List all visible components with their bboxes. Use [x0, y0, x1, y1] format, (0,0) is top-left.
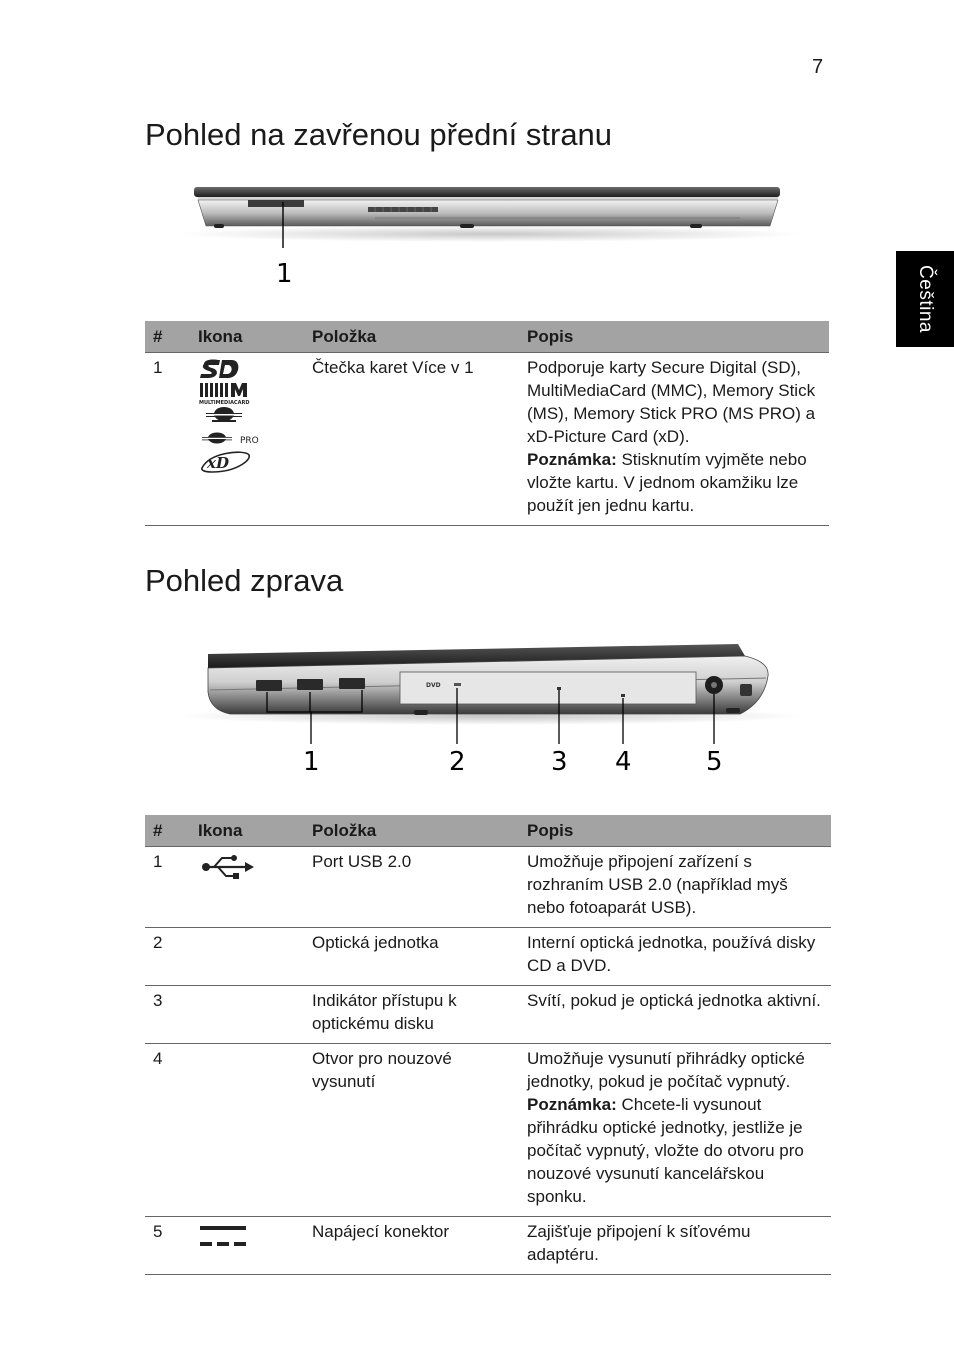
note-text: Chcete-li vysunout přihrádku optické jednotky, jestliže je počítač vypnutý, vložte do otvoru pro nouzové vysunutí kancelářskou sponku.: [527, 1095, 804, 1206]
row-icon: [190, 928, 304, 986]
table-header-row: [145, 321, 829, 353]
header-icon: Ikona: [190, 815, 304, 847]
header-icon: Ikona: [190, 321, 304, 353]
ms-pro-logo-text: PRO: [240, 436, 259, 446]
row-desc: Svítí, pokud je optická jednotka aktivní.: [519, 986, 831, 1044]
note-text: Stisknutím vyjměte nebo vložte kartu. V jednom okamžiku lze použít jen jednu kartu.: [527, 450, 807, 515]
row-desc: Interní optická jednotka, používá disky CD a DVD.: [519, 928, 831, 986]
laptop-front-view-figure: [170, 180, 810, 290]
header-desc: Popis: [519, 321, 829, 353]
table-row: [145, 986, 831, 1044]
table-row: [145, 928, 831, 986]
row-num: 4: [145, 1044, 190, 1217]
multimediacard-logo-icon: [199, 383, 249, 406]
row-num: 1: [145, 353, 190, 526]
row-item: Čtečka karet Více v 1: [304, 353, 519, 526]
row-desc: [519, 1044, 831, 1217]
note-label: Poznámka:: [527, 450, 617, 469]
callout-right-1: 1: [303, 747, 320, 777]
table-row: [145, 1217, 831, 1275]
usb-icon: [198, 850, 254, 884]
front-view-table: [145, 321, 829, 526]
callout-right-4: 4: [615, 747, 632, 777]
row-item: Napájecí konektor: [304, 1217, 519, 1275]
row-num: 3: [145, 986, 190, 1044]
table-row: [145, 353, 829, 526]
optical-drive-tray: [400, 672, 696, 704]
row-desc-text: Podporuje karty Secure Digital (SD), MultiMediaCard (MMC), Memory Stick (MS), Memory Stick PRO (MS PRO) a xD-Picture Card (xD).: [527, 358, 816, 446]
section-title-front: Pohled na zavřenou přední stranu: [145, 117, 613, 152]
callout-right-3: 3: [551, 747, 568, 777]
xd-picture-card-logo-icon: [202, 452, 249, 472]
row-item: Indikátor přístupu k optickému disku: [304, 986, 519, 1044]
row-item: Port USB 2.0: [304, 847, 519, 928]
laptop-front-illustration: [170, 180, 810, 290]
card-formats-icon-group: [198, 356, 268, 474]
header-item: Položka: [304, 815, 519, 847]
row-desc-text: Umožňuje vysunutí přihrádky optické jednotky, pokud je počítač vypnutý.: [527, 1049, 805, 1091]
language-tab: [896, 251, 954, 347]
header-desc: Popis: [519, 815, 831, 847]
header-num: #: [145, 815, 190, 847]
mmc-logo-text: MULTIMEDIACARD: [199, 400, 250, 406]
laptop-right-view-figure: [170, 632, 810, 782]
table-row: [145, 847, 831, 928]
laptop-right-illustration: [170, 632, 810, 782]
xd-logo-text: xD: [207, 454, 229, 472]
callout-right-2: 2: [449, 747, 466, 777]
dvd-label: DVD: [426, 682, 441, 689]
right-view-table: [145, 815, 831, 1275]
row-icon: [190, 1217, 304, 1275]
language-tab-label: Čeština: [915, 265, 937, 333]
page-number: 7: [812, 56, 824, 78]
table-row: [145, 1044, 831, 1217]
header-num: #: [145, 321, 190, 353]
row-num: 1: [145, 847, 190, 928]
header-item: Položka: [304, 321, 519, 353]
note-label: Poznámka:: [527, 1095, 617, 1114]
section-title-right: Pohled zprava: [145, 563, 344, 598]
callout-right-5: 5: [706, 747, 723, 777]
sd-card-logo-icon: [200, 359, 238, 378]
row-item: Otvor pro nouzové vysunutí: [304, 1044, 519, 1217]
row-desc: Zajišťuje připojení k síťovému adaptéru.: [519, 1217, 831, 1275]
row-desc: Umožňuje připojení zařízení s rozhraním USB 2.0 (například myš nebo fotoaparát USB).: [519, 847, 831, 928]
row-num: 5: [145, 1217, 190, 1275]
row-desc: [519, 353, 829, 526]
callout-front-1: 1: [276, 259, 293, 289]
row-item: Optická jednotka: [304, 928, 519, 986]
memory-stick-pro-logo-icon: [202, 433, 259, 447]
row-icons: [190, 353, 304, 526]
row-icon: [190, 1044, 304, 1217]
row-num: 2: [145, 928, 190, 986]
dc-power-icon: [198, 1220, 248, 1252]
row-icon: [190, 847, 304, 928]
card-reader-slot: [248, 200, 304, 207]
memory-stick-logo-icon: [206, 407, 242, 422]
table-header-row: [145, 815, 831, 847]
row-icon: [190, 986, 304, 1044]
